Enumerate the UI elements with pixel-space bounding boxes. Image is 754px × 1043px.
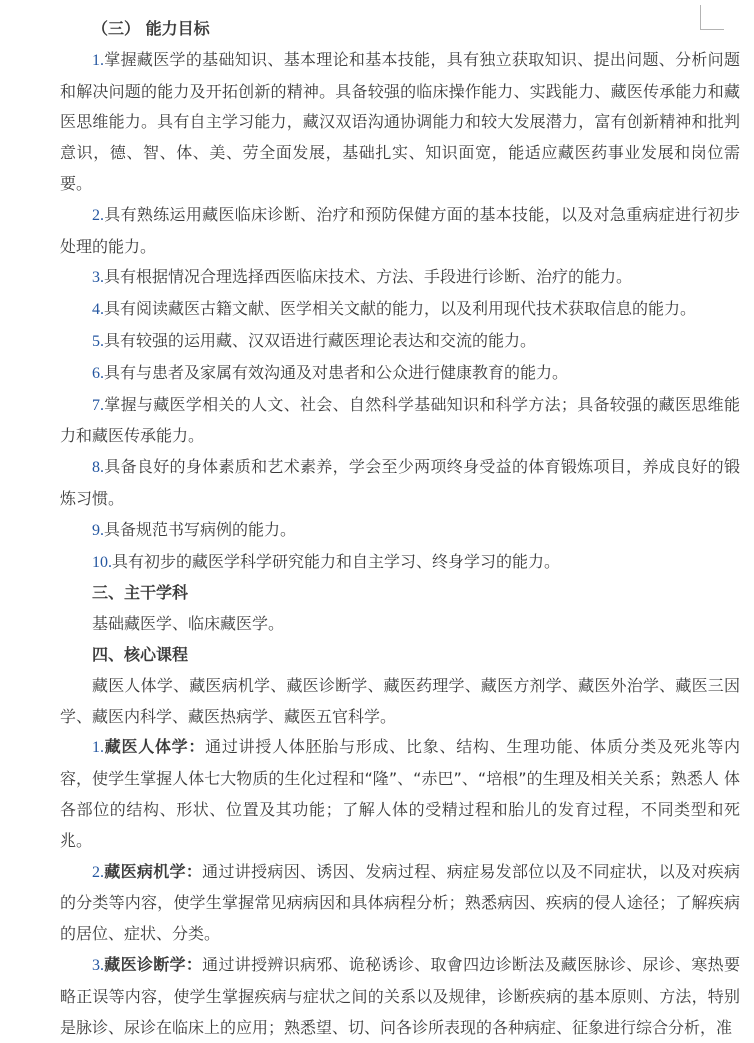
paragraph-text: 掌握与藏医学相关的人文、社会、自然科学基础知识和科学方法；具备较强的藏医思维能 力和藏医传承能力。 <box>60 394 740 446</box>
paragraph-text: 具有根据情况合理选择西医临床技术、方法、手段进行诊断、治疗的能力。 <box>104 267 633 287</box>
item-number: 3. <box>92 956 104 974</box>
paragraph <box>60 609 740 640</box>
item-number: 10. <box>92 553 112 571</box>
paragraph-text: 基础藏医学、临床藏医学。 <box>92 614 285 634</box>
paragraph-text: 通过讲授辨识病邪、诡秘诱诊、取會四边诊断法及藏医脉诊、尿诊、寒热要 略正误等内容，使学生掌握疾病与症状之间的关系以及规律，诊断疾病的基本原则、方法，特别 是脉诊、尿诊在临床上的应用；熟悉望、切、问各诊所表现的各种病症、征象进行综合分析，准 <box>60 954 740 1037</box>
paragraph <box>60 390 740 453</box>
paragraph <box>60 857 740 950</box>
document-body <box>60 14 740 1043</box>
paragraph-text: 具有熟练运用藏医临床诊断、治疗和预防保健方面的基本技能，以及对急重病症进行初步 处理的能力。 <box>60 204 740 256</box>
paragraph-text: 具有阅读藏医古籍文献、医学相关文献的能力，以及利用现代技术获取信息的能力。 <box>104 299 697 319</box>
paragraph <box>60 671 740 733</box>
section-heading <box>60 578 740 609</box>
item-number: 6. <box>92 364 104 382</box>
paragraph-text: 具备良好的身体素质和艺术素养，学会至少两项终身受益的体育锻炼项目，养成良好的锻 炼习惯。 <box>60 457 740 508</box>
item-number: 4. <box>92 301 104 319</box>
item-number: 2. <box>92 206 104 224</box>
item-number: 5. <box>92 332 104 350</box>
paragraph <box>60 732 740 856</box>
paragraph <box>60 358 740 390</box>
course-name: 藏医病机学： <box>104 861 203 881</box>
section-heading <box>60 14 740 45</box>
heading-text: 四、核心课程 <box>92 644 189 664</box>
paragraph <box>60 262 740 294</box>
paragraph-text: 具有初步的藏医学科学研究能力和自主学习、终身学习的能力。 <box>112 551 561 571</box>
paragraph-text: 具有较强的运用藏、汉双语进行藏医理论表达和交流的能力。 <box>104 330 537 350</box>
heading-text: （三） 能力目标 <box>92 19 210 38</box>
paragraph <box>60 45 740 200</box>
item-number: 7. <box>92 396 104 414</box>
item-number: 9. <box>92 521 104 539</box>
paragraph <box>60 452 740 515</box>
paragraph-text: 通过讲授病因、诱因、发病过程、病症易发部位以及不同症状，以及对疾病 的分类等内容，使学生掌握常见病病因和具体病程分析；熟悉病因、疾病的侵人途径；了解疾病 的居位、症状、分类。 <box>60 861 740 944</box>
paragraph <box>60 326 740 358</box>
paragraph <box>60 547 740 579</box>
paragraph-text: 藏医人体学、藏医病机学、藏医诊断学、藏医药理学、藏医方剂学、藏医外治学、藏医三因 学、藏医内科学、藏医热病学、藏医五官科学。 <box>60 675 740 726</box>
paragraph <box>60 515 740 547</box>
item-number: 1. <box>92 51 104 69</box>
course-name: 藏医诊断学： <box>104 954 203 974</box>
paragraph-text: 具有与患者及家属有效沟通及对患者和公众进行健康教育的能力。 <box>104 362 569 382</box>
paragraph <box>60 294 740 326</box>
paragraph <box>60 200 740 263</box>
paragraph-text: 具备规范书写病例的能力。 <box>104 519 297 539</box>
item-number: 2. <box>92 863 104 881</box>
paragraph-text: 掌握藏医学的基础知识、基本理论和基本技能，具有独立获取知识、提出问题、分析问题 和解决问题的能力及开拓创新的精神。具备较强的临床操作能力、实践能力、藏医传承能力和藏 医思维能力。具有自主学习能力，藏汉双语沟通协调能力和较大发展潜力，富有创新精神和批判 意识，德、智、体、美、劳全面发展，基础扎实、知识面宽，能适应藏医药事业发展和岗位需 要。 <box>60 49 740 193</box>
item-number: 3. <box>92 269 104 287</box>
section-heading <box>60 640 740 671</box>
course-name: 藏医人体学： <box>104 737 206 757</box>
item-number: 8. <box>92 459 104 477</box>
paragraph <box>60 950 740 1043</box>
heading-text: 三、主干学科 <box>92 583 189 603</box>
item-number: 1. <box>92 739 104 757</box>
paragraph-text: 通过讲授人体胚胎与形成、比象、结构、生理功能、体质分类及死兆等内 容，使学生掌握人体七大物质的生化过程和“隆”、“赤巴”、“培根”的生理及相关关系；熟悉人 体各部位的结构、形状、位置及其功能；了解人体的受精过程和胎儿的发育过程，不同类型和死兆。 <box>60 737 740 850</box>
